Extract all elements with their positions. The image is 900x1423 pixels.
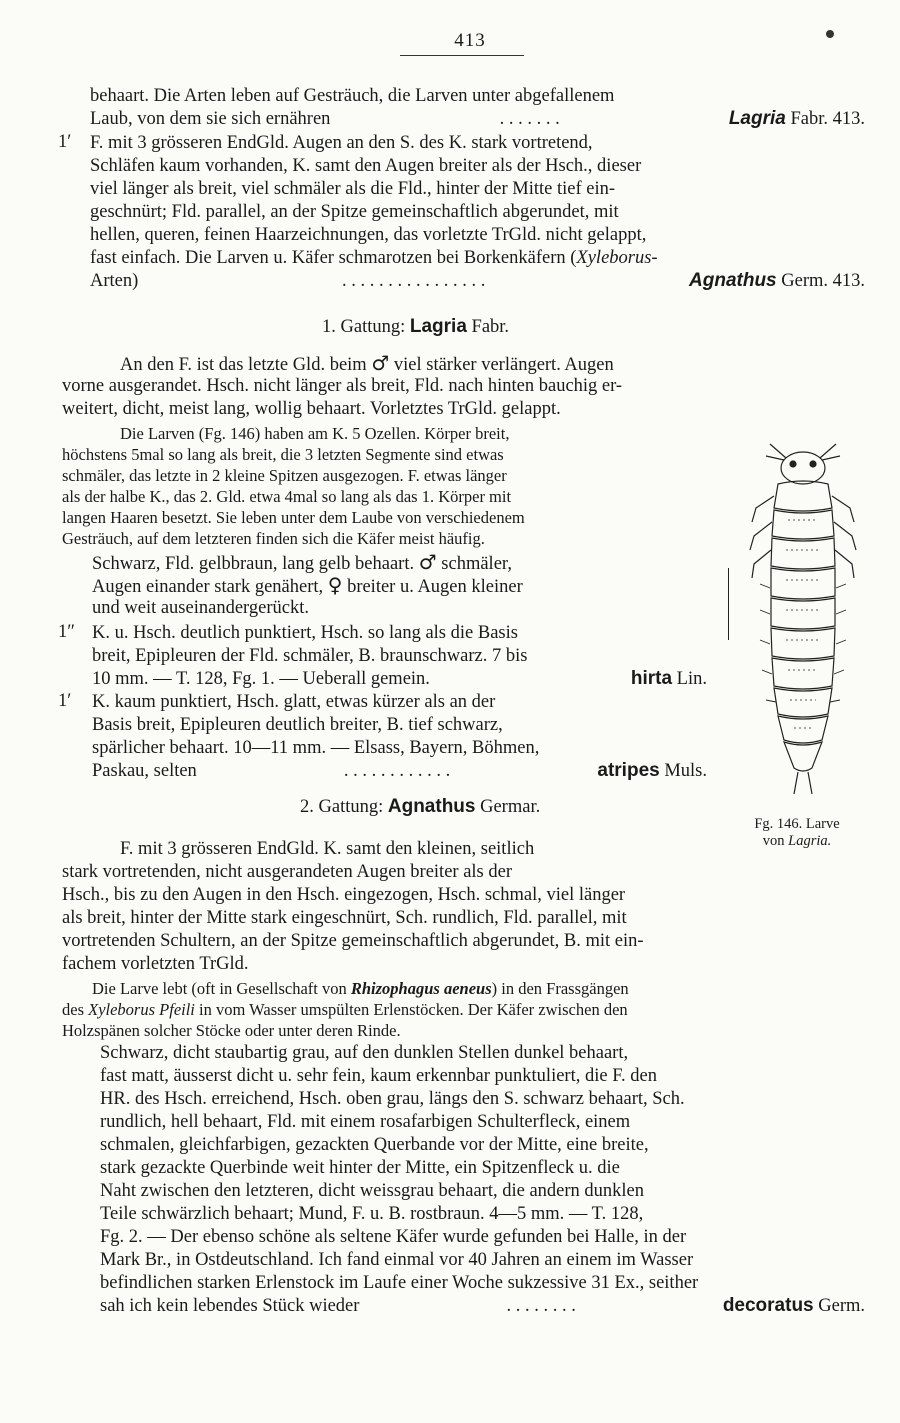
- atripes-line-1: K. kaum punktiert, Hsch. glatt, etwas kürzer als an der: [92, 692, 496, 712]
- male-symbol-2: ♂: [418, 550, 437, 574]
- lagria-desc-line-1: An den F. ist das letzte Gld. beim ♂ viel stärker verlängert. Augen: [120, 351, 614, 375]
- genus-lagria-ref: Lagria: [728, 108, 786, 129]
- decoratus-line-9: Fg. 2. — Der ebenso schöne als seltene Käfer wurde gefunden bei Halle, in der: [100, 1227, 687, 1247]
- hirta-line-2: breit, Epipleuren der Fld. schmäler, B. braunschwarz. 7 bis: [92, 646, 528, 666]
- decoratus-line-6: stark gezackte Querbinde weit hinter der Mitte, ein Spitzenfleck u. die: [100, 1158, 620, 1178]
- larva-line-5: langen Haaren besetzt. Sie leben unter dem Laube von verschiedenem: [62, 508, 525, 527]
- lagria-desc-line-3: weitert, dicht, meist lang, wollig behaart. Vorletztes TrGld. gelappt.: [62, 399, 561, 419]
- section-heading-agnathus: 2. Gattung: Agnathus Germar.: [300, 796, 541, 817]
- decoratus-line-10: Mark Br., in Ostdeutschland. Ich fand einmal vor 40 Jahren an einem im Wasser: [100, 1250, 694, 1270]
- atripes-line-2: Basis breit, Epipleuren deutlich breiter, B. tief schwarz,: [92, 715, 503, 735]
- decoratus-line-2: fast matt, äusserst dicht u. sehr fein, kaum erkennbar punktuliert, die F. den: [100, 1066, 657, 1086]
- couplet-line-4: geschnürt; Fld. parallel, an der Spitze gemeinschaftlich abgerundet, mit: [90, 202, 619, 222]
- larva-line-2: höchstens 5mal so lang als breit, die 3 letzten Segmente sind etwas: [62, 445, 504, 464]
- agnathus-desc-line-3: Hsch., bis zu den Augen in den Hsch. eingezogen, Hsch. schmal, viel länger: [62, 885, 626, 905]
- atripes-line-4: Paskau, selten . . . . . . . . . . . . atripes Muls.: [92, 760, 707, 781]
- agnathus-desc-line-1: F. mit 3 grösseren EndGld. K. samt den kleinen, seitlich: [120, 839, 535, 859]
- genus-agnathus-ref: Agnathus: [689, 270, 777, 291]
- decoratus-line-1: Schwarz, dicht staubartig grau, auf den dunklen Stellen dunkel behaart,: [100, 1043, 629, 1063]
- decoratus-line-7: Naht zwischen den letzteren, dicht weissgrau behaart, die andern dunklen: [100, 1181, 644, 1201]
- couplet-line-3: viel länger als breit, viel schmäler als die Fld., hinter der Mitte tief ein-: [90, 179, 616, 199]
- lagria-species-line-3: und weit auseinandergerückt.: [92, 598, 309, 618]
- female-symbol: ♀: [327, 573, 343, 597]
- lagria-desc-line-2: vorne ausgerandet. Hsch. nicht länger als breit, Fld. nach hinten bauchig er-: [62, 376, 623, 396]
- atripes-line-3: spärlicher behaart. 10—11 mm. — Elsass, Bayern, Böhmen,: [92, 738, 540, 758]
- agnathus-larva-line-1: Die Larve lebt (oft in Gesellschaft von Rhizophagus aeneus) in den Frassgängen: [92, 979, 629, 998]
- couplet-line-6: fast einfach. Die Larven u. Käfer schmarotzen bei Borkenkäfern (Xyleborus-: [90, 248, 658, 268]
- agnathus-desc-line-5: vortretenden Schultern, an der Spitze gemeinschaftlich abgerundet, B. mit ein-: [62, 931, 644, 951]
- larva-line-6: Gesträuch, auf dem letzteren finden sich die Käfer meist häufig.: [62, 529, 485, 548]
- couplet-line-2: Schläfen kaum vorhanden, K. samt den Augen breiter als der Hsch., dieser: [90, 156, 642, 176]
- larva-line-3: schmäler, das letzte in 2 kleine Spitzen ausgezogen. F. etwas länger: [62, 466, 507, 485]
- couplet-line-7: Arten) . . . . . . . . . . . . . . . . Agnathus Germ. 413.: [90, 270, 865, 291]
- agnathus-desc-line-2: stark vortretenden, nicht ausgerandeten Augen breiter als der: [62, 862, 512, 882]
- figure-caption: Fg. 146. Larve von Lagria.: [754, 816, 840, 849]
- page-number-rule: [400, 55, 524, 56]
- couplet-line-5: hellen, queren, feinen Haarzeichnungen, das vorletzte TrGld. nicht gelappt,: [90, 225, 647, 245]
- agnathus-desc-line-4: als breit, hinter der Mitte stark eingeschnürt, Sch. rundlich, Fld. parallel, mit: [62, 908, 627, 928]
- decoratus-line-5: schmalen, gleichfarbigen, gezackten Querbande vor der Mitte, eine breite,: [100, 1135, 649, 1155]
- agnathus-desc-line-6: fachem vorletzten TrGld.: [62, 954, 249, 974]
- key-marker-1prime-b: 1′: [58, 691, 72, 711]
- key-marker-1dprime: 1″: [58, 622, 75, 642]
- intro-line-2: Laub, von dem sie sich ernähren . . . . . . . Lagria Fabr. 413.: [90, 108, 865, 129]
- ink-spot: [826, 30, 834, 38]
- larva-line-1: Die Larven (Fg. 146) haben am K. 5 Ozellen. Körper breit,: [120, 424, 510, 443]
- section-heading-lagria: 1. Gattung: Lagria Fabr.: [322, 316, 510, 337]
- page-number: 413: [454, 30, 486, 51]
- intro-line-1: behaart. Die Arten leben auf Gesträuch, die Larven unter abgefallenem: [90, 86, 615, 106]
- larva-illustration: [748, 438, 858, 803]
- male-symbol: ♂: [371, 351, 390, 375]
- decoratus-line-12: sah ich kein lebendes Stück wieder . . . . . . . . decoratus Germ.: [100, 1295, 865, 1316]
- species-decoratus: decoratus: [722, 1295, 814, 1316]
- species-hirta: hirta: [630, 668, 673, 689]
- agnathus-larva-line-3: Holzspänen solcher Stöcke oder unter deren Rinde.: [62, 1021, 401, 1040]
- lagria-species-line-2: Augen einander stark genähert, ♀ breiter u. Augen kleiner: [92, 573, 523, 597]
- figure-scale-bracket: [728, 568, 737, 640]
- lagria-species-line-1: Schwarz, Fld. gelbbraun, lang gelb behaart. ♂ schmäler,: [92, 550, 512, 574]
- larva-line-4: als der halbe K., das 2. Gld. etwa 4mal so lang als das 1. Körper mit: [62, 487, 512, 506]
- hirta-line-3: 10 mm. — T. 128, Fg. 1. — Ueberall gemein. hirta Lin.: [92, 668, 707, 689]
- decoratus-line-3: HR. des Hsch. erreichend, Hsch. oben grau, längs den S. schwarz behaart, Sch.: [100, 1089, 685, 1109]
- couplet-line-1: F. mit 3 grösseren EndGld. Augen an den S. des K. stark vortretend,: [90, 133, 593, 153]
- agnathus-larva-line-2: des Xyleborus Pfeili in vom Wasser umspülten Erlenstöcken. Der Käfer zwischen den: [62, 1000, 628, 1019]
- key-marker-1prime: 1′: [58, 132, 72, 152]
- decoratus-line-11: befindlichen starken Erlenstock im Laufe einer Woche sukzessive 31 Ex., seither: [100, 1273, 699, 1293]
- species-atripes: atripes: [597, 760, 660, 781]
- hirta-line-1: K. u. Hsch. deutlich punktiert, Hsch. so lang als die Basis: [92, 623, 518, 643]
- decoratus-line-4: rundlich, hell behaart, Fld. mit einem rosafarbigen Schulterfleck, einem: [100, 1112, 631, 1132]
- decoratus-line-8: Teile schwärzlich behaart; Mund, F. u. B. rostbraun. 4—5 mm. — T. 128,: [100, 1204, 644, 1224]
